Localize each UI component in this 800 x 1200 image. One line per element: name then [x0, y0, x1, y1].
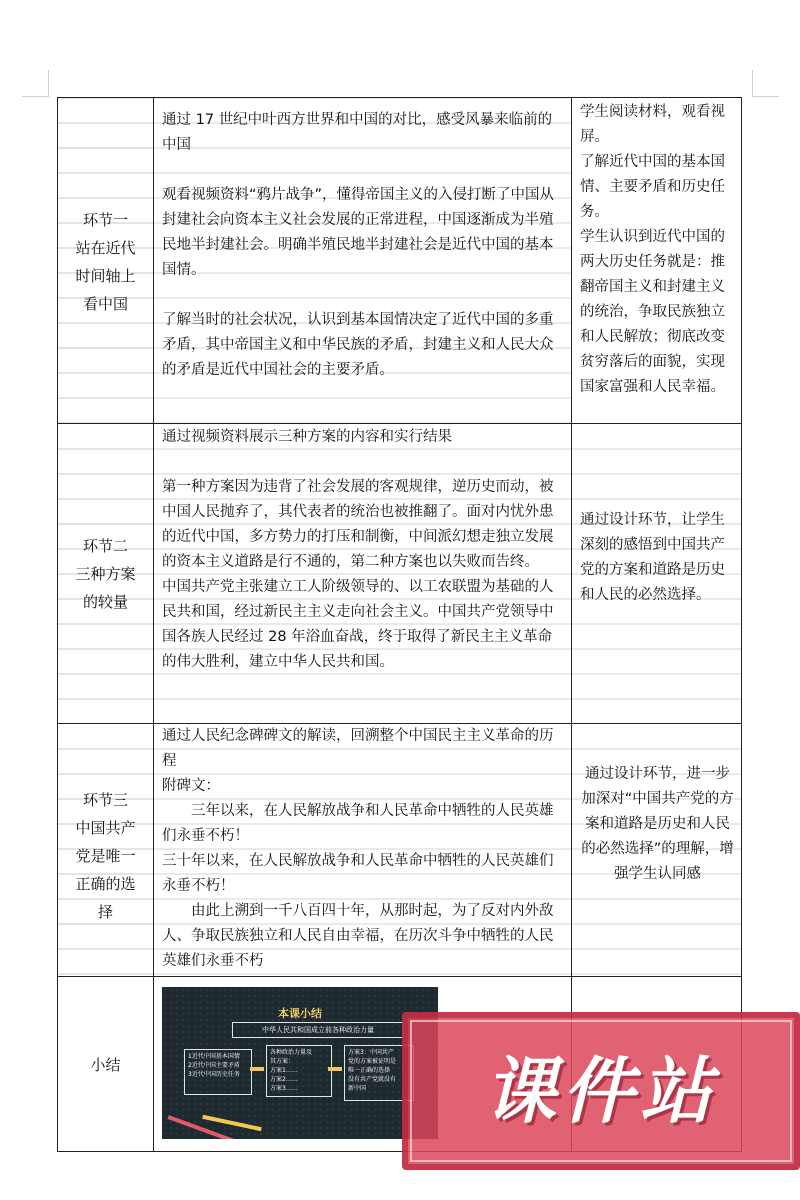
section-label	[58, 977, 153, 1079]
slide-text: 新中国	[348, 1085, 367, 1092]
content-paragraph: 附碑文：	[162, 778, 220, 794]
slide-text: 方案3……	[270, 1085, 298, 1092]
outcome-paragraph: 通过设计环节，进一步加深对“中国共产党的方案和道路是历史和人民的必然选择”的理解，增强学生认同感	[581, 766, 734, 882]
page-corner-mark-right	[752, 70, 779, 97]
section-outcome-cell	[572, 724, 742, 977]
outcome-paragraph: 学生认识到近代中国的两大历史任务就是：推翻帝国主义和封建主义的统治，争取民族独立和人民解放；彻底改变贫穷落后的面貌，实现国家富强和人民幸福。	[580, 229, 725, 395]
label-line: 择	[97, 903, 113, 921]
outcome-paragraph: 通过设计环节，让学生深刻的感悟到中国共产党的方案和道路是历史和人民的必然选择。	[580, 512, 725, 603]
slide-title: 本课小结	[278, 1007, 322, 1020]
watermark-text: 课件站	[483, 1049, 718, 1133]
content-paragraph: 由此上溯到一千八百四十年，从那时起，为了反对内外敌人、争取民族独立和人民自由幸福，在历次斗争中牺牲的人民英雄们永垂不朽	[162, 903, 554, 969]
slide-text: 唯一正确的选择	[348, 1067, 391, 1074]
slide-text: 党的方案被证明是	[348, 1058, 397, 1065]
content-paragraph: 通过人民纪念碑碑文的解读，回溯整个中国民主主义革命的历程	[162, 728, 554, 769]
content-paragraph: 中国共产党主张建立工人阶级领导的、以工农联盟为基础的人民共和国，经过新民主主义走向社会主义。中国共产党领导中国各族人民经过 28 年浴血奋战，终于取得了新民主主义革命的伟大胜利，建立中华人民共和国。	[162, 579, 554, 670]
label-line: 看中国	[82, 295, 128, 313]
content-paragraph: 观看视频资料“鸦片战争”，懂得帝国主义的入侵打断了中国从封建社会向资本主义社会发展的正常进程，中国逐渐成为半殖民地半封建社会。明确半殖民地半封建社会是近代中国的基本国情。	[162, 187, 555, 278]
summary-slide-image	[162, 987, 438, 1139]
content-paragraph: 了解当时的社会状况，认识到基本国情决定了近代中国的多重矛盾，其中帝国主义和中华民族的矛盾，封建主义和人民大众的矛盾是近代中国社会的主要矛盾。	[162, 312, 554, 378]
label-line: 的较量	[82, 593, 128, 611]
slide-text: 方案3：中国共产	[348, 1049, 394, 1056]
slide-text: 方案2……	[270, 1076, 298, 1083]
slide-text: 各种政治力量及	[270, 1049, 313, 1056]
arrow-icon	[328, 1067, 342, 1071]
slide-text: 2近代中国主要矛盾	[188, 1062, 240, 1069]
outcome-paragraph: 了解近代中国的基本国情、主要矛盾和历史任务。	[580, 154, 725, 220]
lesson-plan-table	[57, 97, 742, 1152]
slide-text: 方案1……	[270, 1067, 298, 1074]
content-paragraph: 通过 17 世纪中叶西方世界和中国的对比，感受风暴来临前的中国	[162, 112, 553, 153]
slide-text: 1近代中国基本国情	[188, 1053, 240, 1060]
slide-text: 没有共产党就没有	[348, 1076, 397, 1083]
content-paragraph: 第一种方案因为违背了社会发展的客观规律，逆历史而动，被中国人民抛弃了，其代表者的统治也被推翻了。面对内忧外患的近代中国，多方势力的打压和制衡，中间派幻想走独立发展的资本主义道路是行不通的，第二种方案也以失败而告终。	[162, 479, 554, 570]
slide-box-2	[266, 1045, 332, 1097]
label-line: 小结	[90, 1056, 121, 1074]
section-label	[58, 724, 153, 926]
label-line: 站在近代	[75, 239, 136, 257]
content-paragraph: 通过视频资料展示三种方案的内容和实行结果	[162, 429, 452, 445]
label-line: 中国共产	[75, 819, 136, 837]
label-line: 三种方案	[75, 565, 136, 583]
label-line: 正确的选	[75, 875, 136, 893]
label-line: 环节二	[82, 537, 128, 555]
label-line: 环节三	[82, 791, 128, 809]
slide-text: 其方案：	[270, 1058, 295, 1065]
section-label	[58, 424, 153, 616]
slide-text: 3近代中国历史任务	[188, 1071, 240, 1078]
table-row-section-2	[58, 424, 742, 724]
pencil-decoration-icon	[202, 1115, 262, 1131]
section-label-cell	[58, 724, 154, 977]
label-line: 党是唯一	[75, 847, 136, 865]
section-label	[58, 98, 153, 318]
section-content-cell	[154, 724, 572, 977]
section-label-cell	[58, 424, 154, 724]
section-label-cell	[58, 98, 154, 424]
content-paragraph: 三十年以来，在人民解放战争和人民革命中牺牲的人民英雄们永垂不朽！	[162, 853, 554, 894]
label-line: 环节一	[82, 211, 128, 229]
arrow-icon	[250, 1067, 264, 1071]
section-outcome-cell	[572, 424, 742, 724]
section-content-cell	[154, 424, 572, 724]
page-corner-mark-left	[22, 70, 49, 97]
section-outcome-cell	[572, 98, 742, 424]
watermark-stamp	[402, 1012, 800, 1170]
content-paragraph: 三年以来，在人民解放战争和人民革命中牺牲的人民英雄们永垂不朽！	[162, 803, 554, 844]
table-row-section-3	[58, 724, 742, 977]
slide-box-1	[184, 1049, 252, 1095]
slide-header-bar: 中华人民共和国成立前各种政治力量	[232, 1022, 404, 1038]
label-line: 时间轴上	[75, 267, 136, 285]
section-content-cell	[154, 98, 572, 424]
outcome-paragraph: 学生阅读材料，观看视屏。	[580, 104, 725, 145]
table-row-section-1	[58, 98, 742, 424]
section-label-cell	[58, 977, 154, 1152]
